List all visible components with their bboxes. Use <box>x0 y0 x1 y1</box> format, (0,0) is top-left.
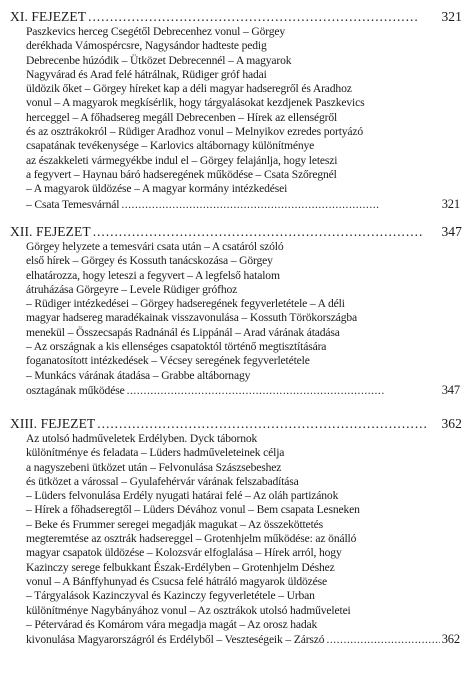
summary-line: derékhada Vámospércsre, Nagysándor hadteste pedig <box>26 39 267 53</box>
summary-page-number: 321 <box>441 196 460 211</box>
summary-line: menekül – Összecsapás Radnánál és Lippánál – Arad várának átadása <box>26 325 340 339</box>
dot-leader <box>88 9 439 25</box>
summary-last-line <box>26 632 460 646</box>
chapter-title: XIII. FEJEZET <box>10 416 96 431</box>
summary-line: az északkeleti vármegyékbe indul el – Görgey felajánlja, hogy leteszi <box>26 153 338 167</box>
summary-line: herceggel – A főhadsereg megáll Debrecenben – Hírek az ellenségről <box>26 110 338 124</box>
summary-last-line <box>26 197 460 211</box>
summary-line: Görgey helyzete a temesvári csata után – A csatáról szóló <box>26 240 284 253</box>
summary-line: különítménye és feladata – Lüders hadműveleteinek célja <box>26 446 285 460</box>
chapter-xi <box>10 9 462 211</box>
summary-line: és az osztrákokról – Rüdiger Aradhoz vonul – Melnyikov ezredes portyázó <box>26 125 364 139</box>
summary-line: – Munkács várának átadása – Grabbe altábornagy <box>26 368 251 382</box>
chapter-heading[interactable] <box>10 9 462 25</box>
summary-line: – Hírek a főhadseregtől – Lüders Dévához vonul – Bem csapata Lesneken <box>26 503 360 517</box>
chapter-page-number: 321 <box>441 9 462 24</box>
summary-line: – Rüdiger intézkedései – Görgey hadseregének fegyverletétele – A déli <box>26 297 345 311</box>
summary-line: Paszkevics herceg Csegétől Debrecenhez vonul – Görgey <box>26 25 286 38</box>
dot-leader <box>127 384 440 398</box>
summary-line: magyar hadsereg maradékainak visszavonulása – Kossuth Törökországba <box>26 311 357 325</box>
summary-page-number: 347 <box>441 382 460 397</box>
summary-line: – Az országnak a kis ellenséges csapatoktól történő megtisztítására <box>26 340 327 354</box>
chapter-page-number: 347 <box>441 224 462 239</box>
dot-leader <box>97 416 439 432</box>
summary-line: – Tárgyalások Kazinczyval és Kazinczy fegyverletétele – Urban <box>26 589 315 603</box>
summary-line: vonul – A magyarok megkísérlik, hogy tárgyalásokat kezdjenek Paszkevics <box>26 96 365 110</box>
summary-line: kivonulása Magyarországról és Erdélyből – Veszteségeik – Zárszó <box>26 633 325 647</box>
chapter-title: XII. FEJEZET <box>10 224 91 239</box>
dot-leader <box>93 224 440 240</box>
chapter-xiii <box>10 416 462 646</box>
chapter-title: XI. FEJEZET <box>10 9 87 24</box>
chapter-heading[interactable] <box>10 224 462 240</box>
summary-line: Az utolsó hadműveletek Erdélyben. Dyck tábornok <box>26 432 258 445</box>
chapter-heading[interactable] <box>10 416 462 432</box>
summary-line: magyar csapatok üldözése – Kolozsvár elfoglalása – Hírek arról, hogy <box>26 546 342 560</box>
summary-line: különítménye Nagybányához vonul – Az osztrákok utolsó hadműveletei <box>26 603 351 617</box>
summary-line: elhatározza, hogy leteszi a fegyvert – A legfelső hatalom <box>26 268 280 282</box>
summary-line: és ütközet a várossal – Gyulafehérvár várának felszabadítása <box>26 474 299 488</box>
summary-line: – Pétervárad és Komárom vára megadja magát – Az orosz hadak <box>26 617 318 631</box>
summary-line: csapatának tevékenysége – Karlovics altábornagy különítménye <box>26 139 315 153</box>
dot-leader <box>121 198 439 212</box>
dot-leader <box>326 633 439 647</box>
summary-line: átruházása Görgeyre – Levele Rüdiger grófhoz <box>26 282 238 296</box>
summary-line: Debrecenbe húzódik – Ütközet Debrecennél – A magyarok <box>26 53 292 67</box>
chapter-summary <box>26 240 462 397</box>
summary-line: foganatosított intézkedések – Vécsey seregének fegyverletétele <box>26 354 310 368</box>
summary-line: üldözik őket – Görgey híreket kap a déli magyar hadseregről és Aradhoz <box>26 82 352 96</box>
summary-line: Kazinczy serege felbukkant Észak-Erdélyben – Grotenhjelm Déshez <box>26 560 335 574</box>
chapter-page-number: 362 <box>441 416 462 431</box>
summary-line: vonul – A Bánffyhunyad és Csucsa felé hátráló magyarok üldözése <box>26 574 328 588</box>
chapter-summary <box>26 25 462 211</box>
summary-line: a fegyvert – Haynau báró hadseregének működése – Csata Szőregnél <box>26 167 337 181</box>
summary-line: osztagának működése <box>26 383 125 397</box>
summary-line: megteremtése az osztrák hadsereggel – Grotenhjelm működése: az önálló <box>26 532 357 546</box>
summary-line: első hírek – Görgey és Kossuth tanácskozása – Görgey <box>26 254 273 268</box>
summary-page-number: 362 <box>441 632 460 647</box>
summary-line: – Csata Temesvárnál <box>26 197 120 211</box>
chapter-summary <box>26 432 462 646</box>
summary-line: – A magyarok üldözése – A magyar kormány intézkedései <box>26 182 288 196</box>
summary-line: – Beke és Frummer seregei megadják magukat – Az összeköttetés <box>26 517 324 531</box>
summary-line: Nagyvárad és Arad felé hátrálnak, Rüdiger gróf hadai <box>26 67 267 81</box>
summary-last-line <box>26 383 460 397</box>
summary-line: – Lüders felvonulása Erdély nyugati határai felé – Az oláh partizánok <box>26 489 339 503</box>
chapter-xii <box>10 224 462 397</box>
summary-line: a nagyszebeni ütközet után – Felvonulása Szászsebeshez <box>26 460 282 474</box>
